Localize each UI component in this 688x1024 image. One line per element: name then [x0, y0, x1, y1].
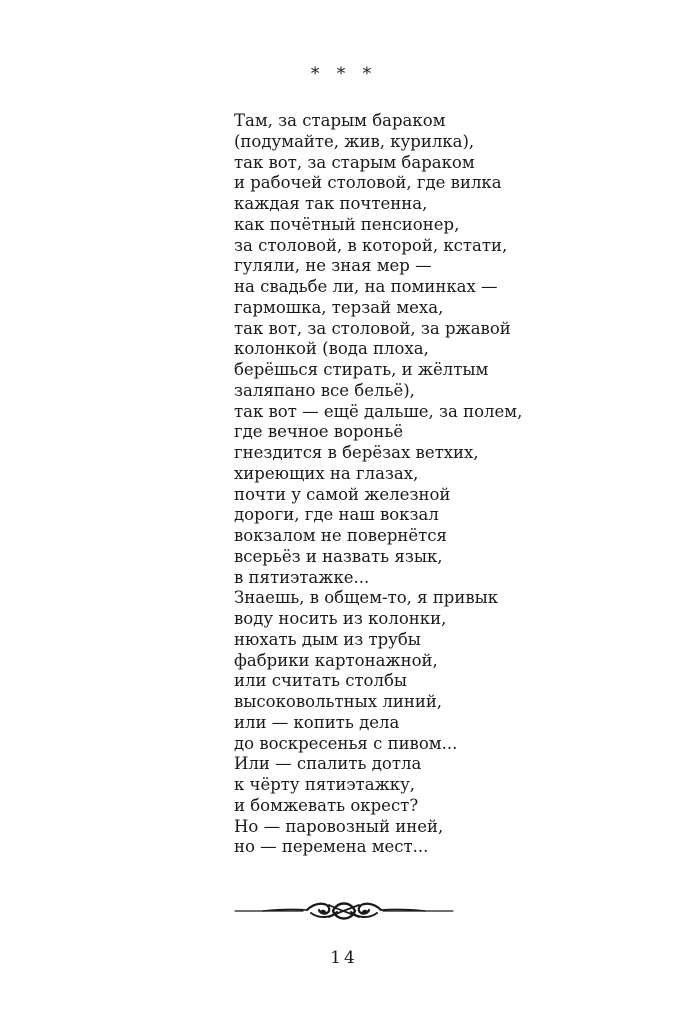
poem-line: и бомжевать окрест? [234, 795, 419, 815]
poem-line: хиреющих на глазах, [234, 463, 419, 483]
poem-line: как почётный пенсионер, [234, 214, 460, 234]
poem-line: где вечное вороньё [234, 422, 404, 442]
poem-line: нюхать дым из трубы [234, 629, 421, 649]
poem-line: гармошка, терзай меха, [234, 297, 444, 317]
poem-text [234, 111, 564, 858]
poem-line: всерьёз и назвать язык, [234, 546, 443, 566]
poem-line: или считать столбы [234, 671, 408, 691]
poem-line: каждая так почтенна, [234, 194, 428, 213]
poem-line: или — копить дела [234, 712, 400, 732]
flourish-divider-icon [233, 896, 455, 926]
poem-line: так вот, за столовой, за ржавой [234, 318, 511, 338]
poem-line: в пятиэтажке... [234, 567, 370, 587]
poem-line: на свадьбе ли, на поминках — [234, 277, 498, 296]
poem-line: вокзалом не повернётся [234, 526, 447, 545]
poem-line: к чёрту пятиэтажку, [234, 775, 416, 794]
poem-line: почти у самой железной [234, 484, 451, 504]
poem-line: фабрики картонажной, [234, 650, 438, 670]
poem-line: так вот — ещё дальше, за полем, [234, 401, 523, 421]
poem-line: гнездится в берёзах ветхих, [234, 443, 479, 462]
poem-line: Но — паровозный иней, [234, 816, 444, 836]
section-separator: * * * [310, 64, 378, 84]
page-number: 14 [330, 948, 358, 968]
poem-line: за столовой, в которой, кстати, [234, 235, 508, 255]
poem-line: и рабочей столовой, где вилка [234, 173, 502, 193]
poem-line: так вот, за старым бараком [234, 152, 475, 172]
poem-line: Или — спалить дотла [234, 754, 422, 774]
poem-line: Знаешь, в общем-то, я привык [234, 588, 499, 608]
poem-line: заляпано все бельё), [234, 380, 415, 400]
poem-line: но — перемена мест... [234, 837, 429, 857]
poem-line: высоковольтных линий, [234, 692, 443, 711]
poem-line: гуляли, не зная мер — [234, 256, 432, 276]
poem-line: берёшься стирать, и жёлтым [234, 360, 489, 379]
poem-line: Там, за старым бараком [234, 111, 446, 130]
poem-line: (подумайте, жив, курилка), [234, 131, 475, 151]
poem-line: воду носить из колонки, [234, 609, 447, 628]
poem-line: до воскресенья с пивом... [234, 733, 458, 753]
poem-line: дороги, где наш вокзал [234, 505, 439, 525]
poem-line: колонкой (вода плоха, [234, 339, 429, 359]
